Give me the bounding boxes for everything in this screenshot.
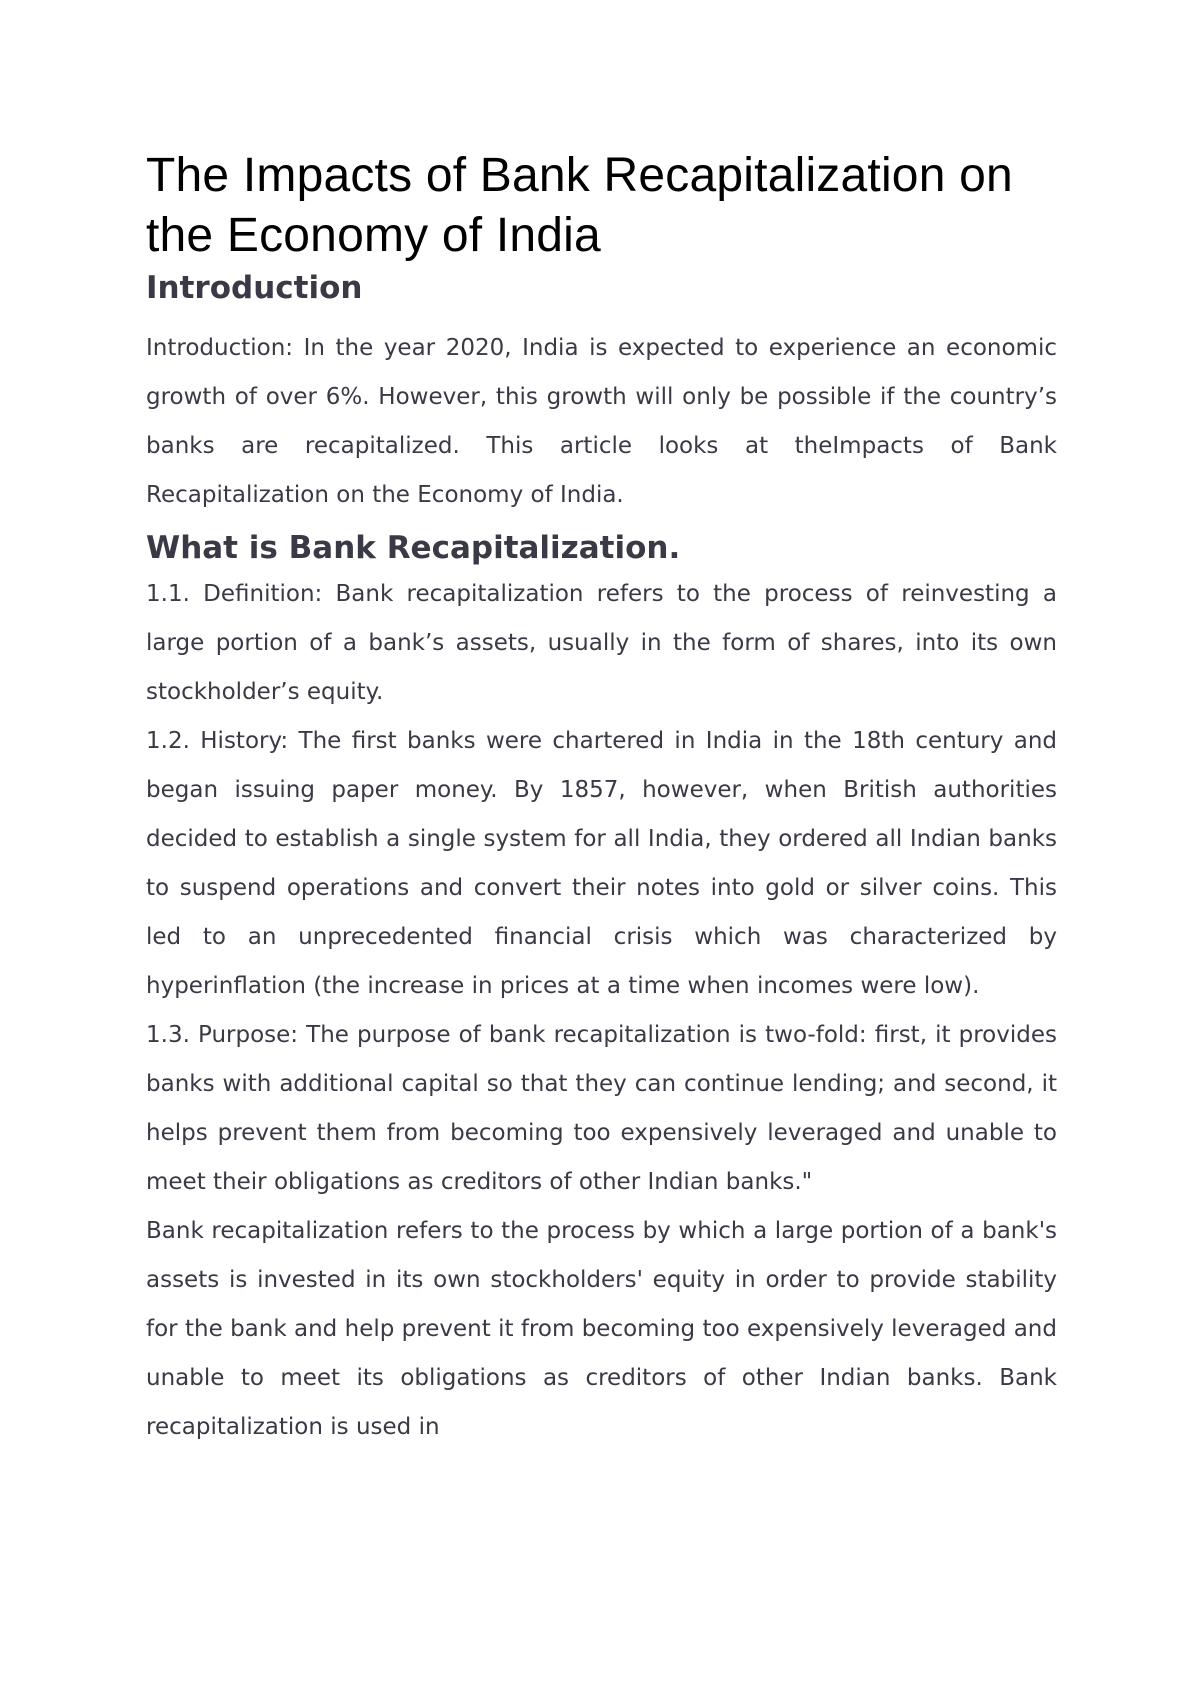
paragraph-history: 1.2. History: The first banks were chartered in India in the 18th century and began issuing paper money. By 1857, however, when British authorities decided to establish a single system for all India, they ordered all Indian banks to suspend operations and convert their notes into gold or silver coins. This led to an unprecedented financial crisis which was characterized by hyperinflation (the increase in prices at a time when incomes were low).	[146, 728, 1057, 999]
document-title: The Impacts of Bank Recapitalization on the Economy of India	[146, 149, 1013, 262]
section-heading-what-is-bank-recapitalization: What is Bank Recapitalization.	[146, 530, 681, 566]
paragraph-introduction: Introduction: In the year 2020, India is expected to experience an economic growth of over 6%. However, this growth will only be possible if the country’s banks are recapitalized. This article looks at theImpacts of Bank Recapitalization on the Economy of India.	[146, 335, 1057, 508]
section-heading-introduction: Introduction	[146, 270, 363, 306]
paragraph-definition: 1.1. Definition: Bank recapitalization refers to the process of reinvesting a large portion of a bank’s assets, usually in the form of shares, into its own stockholder’s equity.	[146, 581, 1057, 705]
paragraph-purpose: 1.3. Purpose: The purpose of bank recapitalization is two-fold: first, it provides banks with additional capital so that they can continue lending; and second, it helps prevent them from becoming too expensively leveraged and unable to meet their obligations as creditors of other Indian banks."	[146, 1022, 1057, 1195]
paragraph-summary: Bank recapitalization refers to the process by which a large portion of a bank's assets is invested in its own stockholders' equity in order to provide stability for the bank and help prevent it from becoming too expensively leveraged and unable to meet its obligations as creditors of other Indian banks. Bank recapitalization is used in	[146, 1218, 1057, 1440]
document-page	[146, 146, 1057, 1452]
